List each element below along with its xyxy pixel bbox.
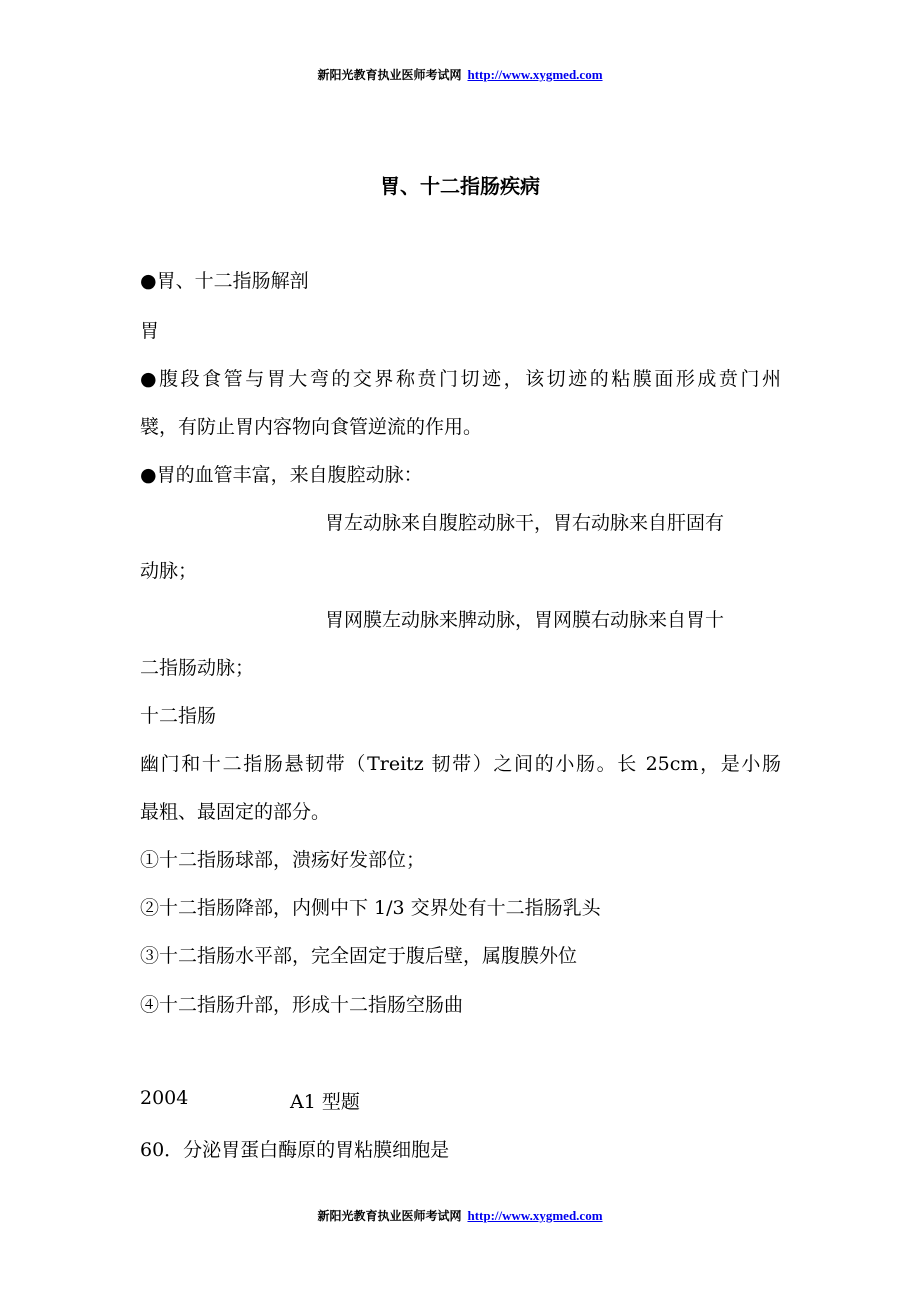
footer-url-link[interactable]: http://www.xygmed.com xyxy=(467,1208,603,1223)
page-header xyxy=(0,66,920,83)
page-footer xyxy=(0,1207,920,1224)
subheading-duodenum: 十二指肠 xyxy=(140,705,217,727)
paragraph-line: 二指肠动脉； xyxy=(140,657,255,679)
footer-site-name: 新阳光教育执业医师考试网 xyxy=(317,1209,462,1223)
page-title: 胃、十二指肠疾病 xyxy=(380,174,540,198)
list-item: ②十二指肠降部，内侧中下 1/3 交界处有十二指肠乳头 xyxy=(140,897,601,919)
question-year: 2004 xyxy=(140,1087,189,1109)
list-item: ①十二指肠球部，溃疡好发部位； xyxy=(140,849,426,871)
header-site-name: 新阳光教育执业医师考试网 xyxy=(317,68,462,82)
header-url-link[interactable]: http://www.xygmed.com xyxy=(467,67,603,82)
paragraph-line: 幽门和十二指肠悬韧带（Treitz 韧带）之间的小肠。长 25cm，是小肠 xyxy=(140,753,781,775)
paragraph-line: 胃左动脉来自腹腔动脉干，胃右动脉来自肝固有 xyxy=(325,512,725,534)
section-heading-anatomy: ●胃、十二指肠解剖 xyxy=(140,270,309,292)
list-item: ③十二指肠水平部，完全固定于腹后壁，属腹膜外位 xyxy=(140,945,578,967)
list-item: ④十二指肠升部，形成十二指肠空肠曲 xyxy=(140,994,464,1016)
paragraph-line: 胃网膜左动脉来脾动脉，胃网膜右动脉来自胃十 xyxy=(325,609,725,631)
paragraph-line: ●胃的血管丰富，来自腹腔动脉： xyxy=(140,464,423,486)
paragraph-line: 动脉； xyxy=(140,560,198,582)
paragraph-line: ●腹段食管与胃大弯的交界称贲门切迹，该切迹的粘膜面形成贲门州 xyxy=(140,368,781,390)
question-type: A1 型题 xyxy=(290,1091,360,1113)
paragraph-line: 襞，有防止胃内容物向食管逆流的作用。 xyxy=(140,416,483,438)
question-text: 60．分泌胃蛋白酶原的胃粘膜细胞是 xyxy=(140,1139,450,1161)
subheading-stomach: 胃 xyxy=(140,320,160,342)
paragraph-line: 最粗、最固定的部分。 xyxy=(140,801,331,823)
